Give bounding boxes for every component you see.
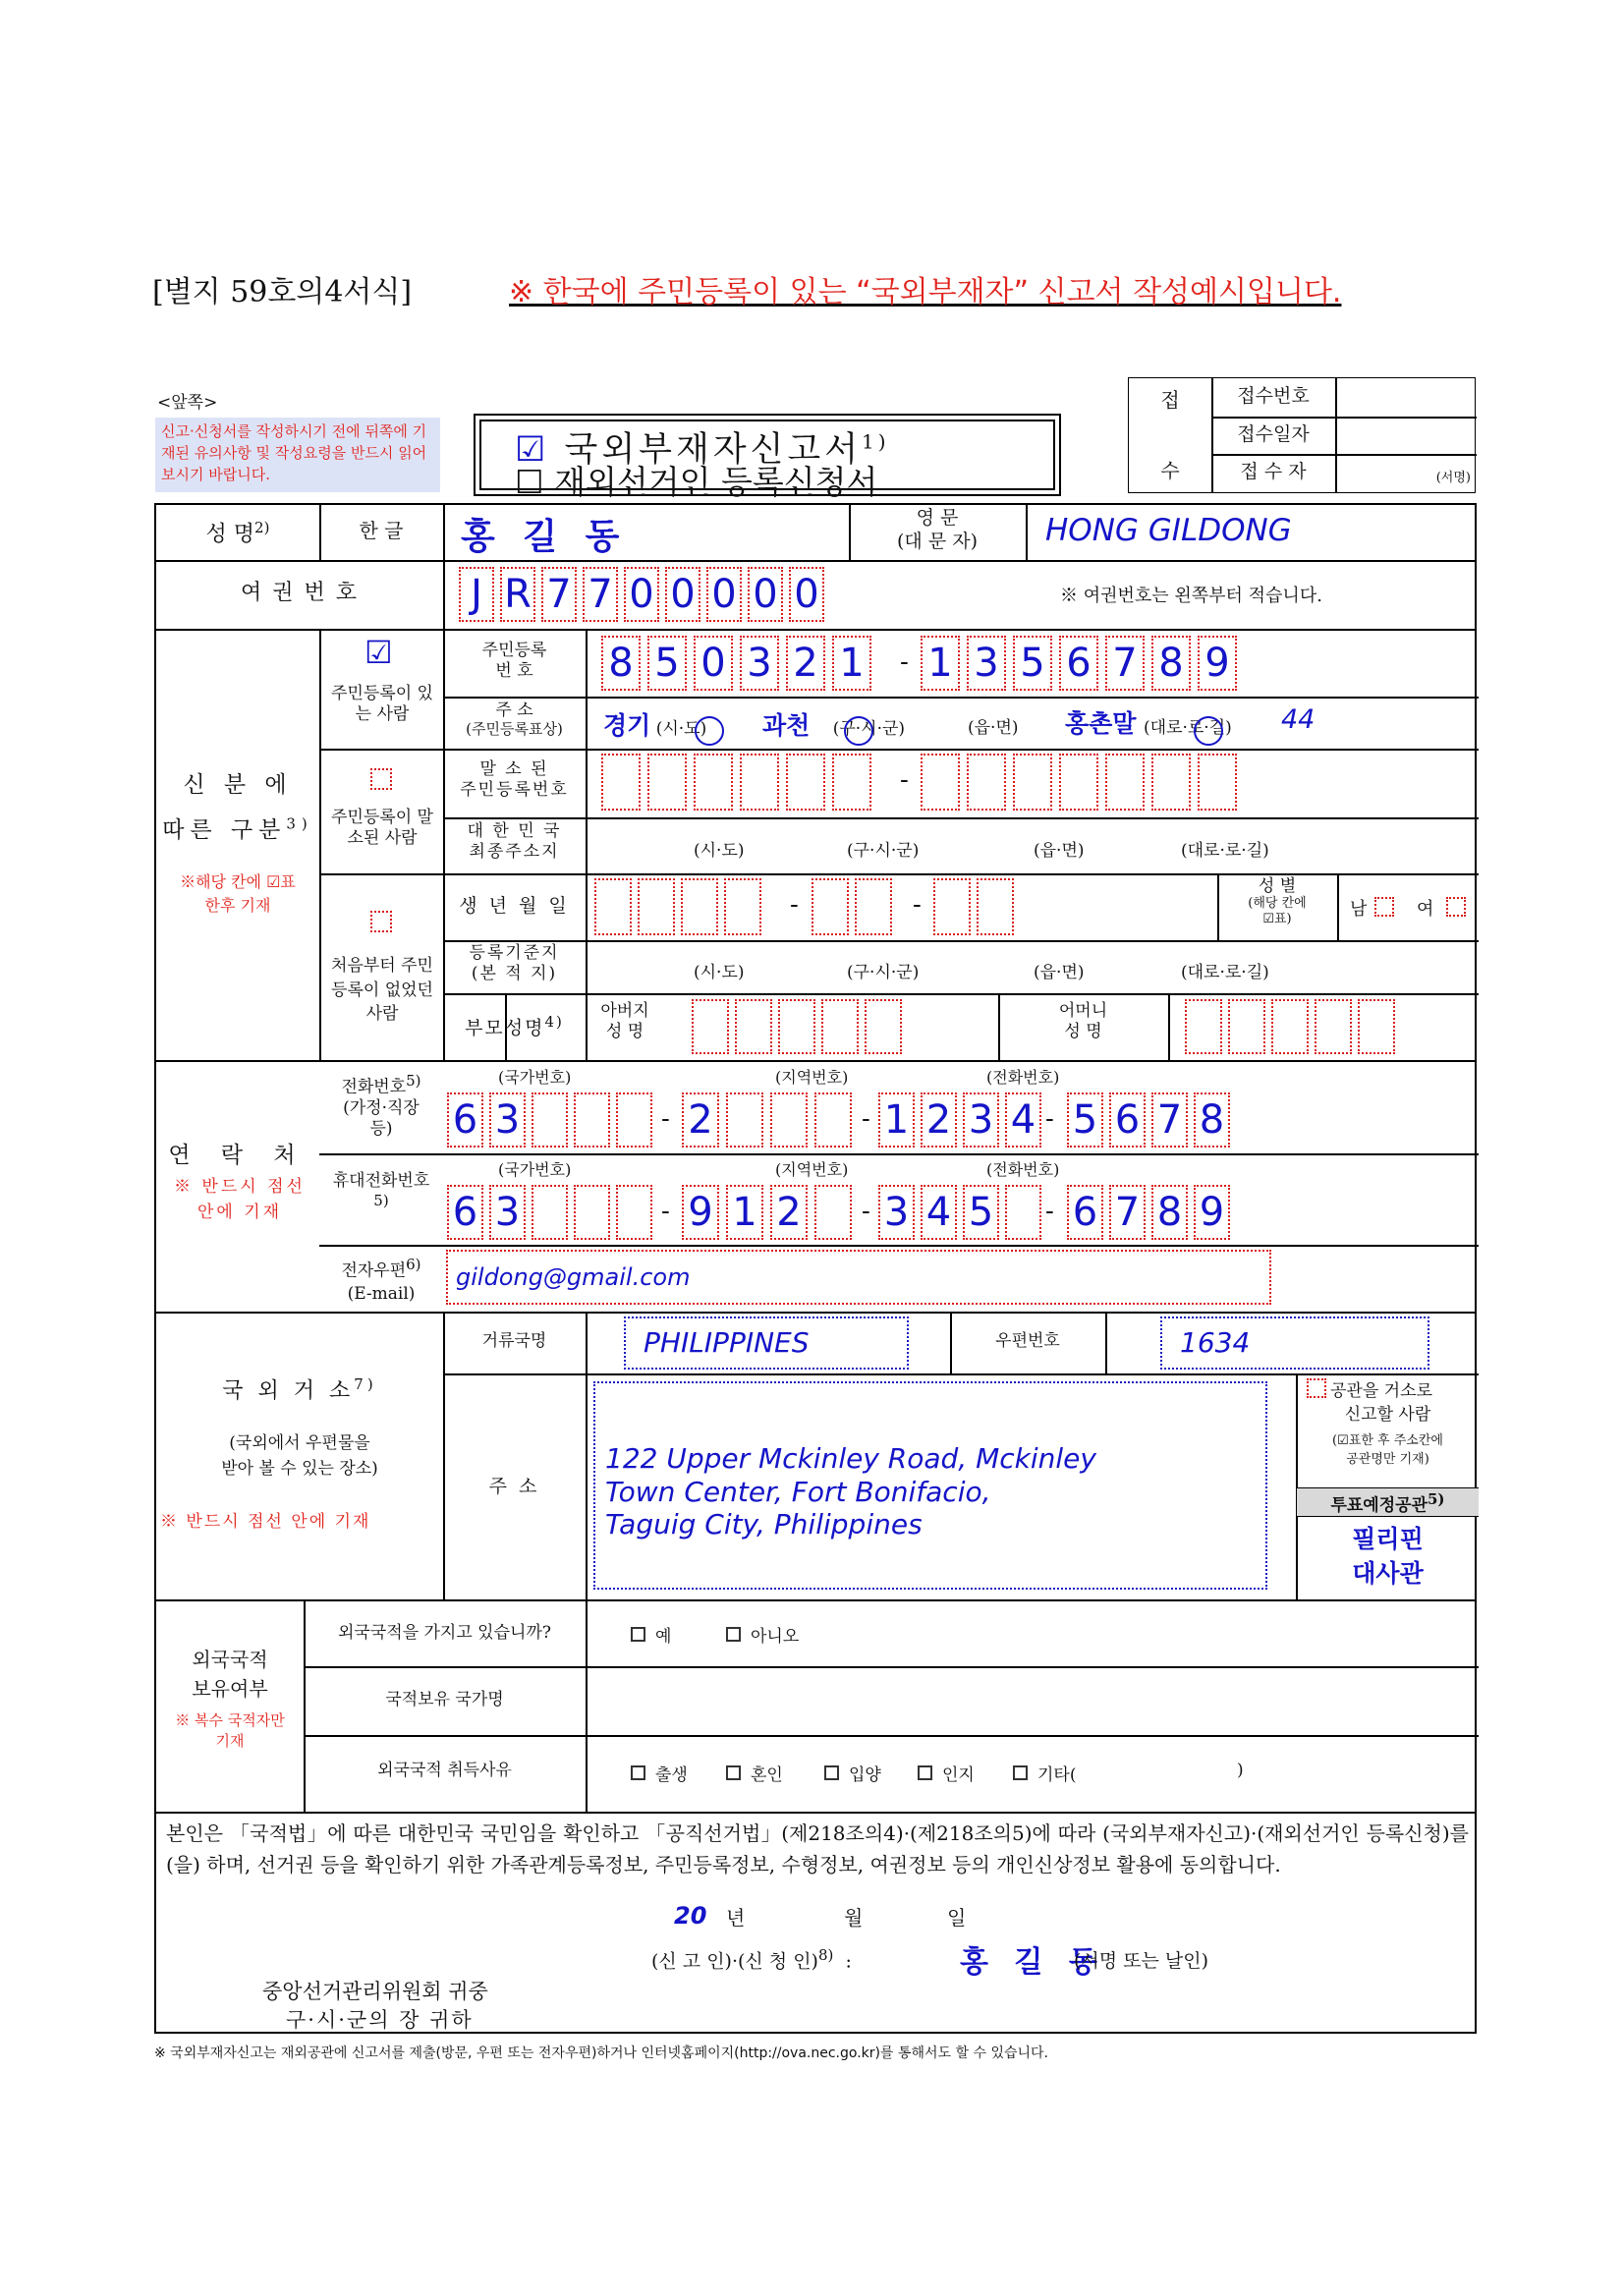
father-name-box[interactable]: [735, 999, 772, 1054]
mobile-country-box[interactable]: [532, 1185, 568, 1240]
email-label: 전자우편$^{6)}$ (E-mail): [341, 1256, 421, 1304]
phone-area-box[interactable]: [726, 1092, 763, 1148]
phone-last-box[interactable]: 8: [1194, 1092, 1230, 1148]
cancelled-rrn-front-box[interactable]: [647, 754, 687, 811]
father-name-box[interactable]: [692, 999, 729, 1054]
overseas-address-label: 주 소: [488, 1476, 540, 1497]
email-input[interactable]: [446, 1250, 1271, 1305]
consulate-option-2: 신고할 사람: [1344, 1405, 1431, 1425]
zip-input[interactable]: [1160, 1316, 1429, 1370]
nationality-q1: 외국국적을 가지고 있습니까?: [338, 1623, 551, 1643]
phone-last-box[interactable]: 7: [1151, 1092, 1188, 1148]
mobile-area-box[interactable]: [814, 1185, 852, 1240]
passport-char-box[interactable]: 0: [624, 567, 659, 622]
phone-header-area: (지역번호): [775, 1068, 849, 1087]
instruction-text: 신고·신청서를 작성하시기 전에 뒤쪽에 기재된 유의사항 및 작성요령을 반드시 읽어보시기 바랍니다.: [161, 422, 427, 483]
title-sup: 1): [862, 429, 890, 454]
passport-char-box[interactable]: 7: [541, 567, 577, 622]
reason-checkbox[interactable]: [918, 1765, 932, 1780]
reason-checkbox[interactable]: [726, 1765, 741, 1780]
cancelled-rrn-back-box[interactable]: [967, 754, 1006, 811]
overseas-sub: (국외에서 우편물을 받아 볼 수 있는 장소): [221, 1433, 378, 1479]
mobile-country-box[interactable]: [574, 1185, 610, 1240]
email-value: gildong@gmail.com: [456, 1263, 691, 1291]
consulate-option-checkbox[interactable]: [1307, 1378, 1326, 1398]
last-addr-unit-3: (읍·면): [1034, 841, 1085, 861]
signer-value[interactable]: 홍 길 동: [960, 1945, 1105, 1980]
mobile-area-box[interactable]: 2: [770, 1185, 808, 1240]
rrn-front-box[interactable]: 5: [647, 636, 687, 691]
mobile-country-box[interactable]: 6: [447, 1185, 483, 1240]
rrn-front-box[interactable]: 2: [786, 636, 825, 691]
father-name-box[interactable]: [865, 999, 902, 1054]
reason-label: 혼인: [751, 1765, 783, 1785]
phone-area-box[interactable]: [770, 1092, 808, 1148]
phone-dash-1: -: [661, 1104, 670, 1134]
phone-area-box[interactable]: 2: [682, 1092, 719, 1148]
day-label: 일: [947, 1906, 967, 1930]
reason-label: 인지: [942, 1765, 975, 1785]
rrn-front-box[interactable]: 0: [694, 636, 733, 691]
phone-country-box[interactable]: 6: [447, 1092, 483, 1148]
mobile-country-box[interactable]: [616, 1185, 652, 1240]
contact-label: 연 락 처: [168, 1143, 308, 1168]
birth-year-box[interactable]: [724, 878, 761, 935]
overseas-note: ※ 반드시 점선 안에 기재: [160, 1512, 371, 1532]
phone-label: 전화번호$^{5)}$ (가정·직장 등): [341, 1072, 421, 1140]
mobile-header-country: (국가번호): [498, 1160, 572, 1179]
rrn-front-box[interactable]: 8: [601, 636, 641, 691]
phone-dash-3: -: [1045, 1104, 1054, 1134]
province-circle-mark: [695, 716, 724, 746]
page-side-label: <앞쪽>: [157, 393, 218, 413]
sign-hint: (서명 또는 날인): [1074, 1950, 1209, 1972]
mobile-last-box[interactable]: 6: [1067, 1185, 1103, 1240]
reason-label: 기타(: [1037, 1765, 1077, 1785]
mobile-last-box[interactable]: 7: [1109, 1185, 1146, 1240]
phone-country-box[interactable]: [616, 1092, 652, 1148]
address-city-value[interactable]: 과천: [762, 711, 811, 740]
mobile-last-box[interactable]: 8: [1151, 1185, 1188, 1240]
name-label: 성 명$^{2)}$: [205, 519, 270, 547]
phone-area-box[interactable]: [814, 1092, 852, 1148]
phone-country-box[interactable]: 3: [489, 1092, 526, 1148]
rrn-back-box[interactable]: 5: [1013, 636, 1052, 691]
phone-country-box[interactable]: [532, 1092, 568, 1148]
rrn-back-box[interactable]: 3: [967, 636, 1006, 691]
reason-label: 입양: [849, 1765, 881, 1785]
phone-first-box[interactable]: 1: [878, 1092, 915, 1148]
mobile-dash-3: -: [1045, 1197, 1054, 1226]
birth-year-box[interactable]: [681, 878, 718, 935]
reason-checkbox[interactable]: [1013, 1765, 1028, 1780]
cancelled-rrn-back-box[interactable]: [1151, 754, 1191, 811]
parents-label: 부모성명$^{4)}$: [465, 1013, 564, 1039]
passport-char-box[interactable]: 0: [706, 567, 742, 622]
phone-country-box[interactable]: [574, 1092, 610, 1148]
overseas-address-input[interactable]: [593, 1381, 1267, 1590]
phone-dash-2: -: [862, 1104, 870, 1134]
nationality-label: 외국국적 보유여부: [192, 1648, 268, 1701]
cancelled-rrn-label: 말 소 된 주민등록번호: [460, 759, 569, 801]
mobile-last-box[interactable]: 9: [1194, 1185, 1230, 1240]
passport-char-box[interactable]: 0: [789, 567, 824, 622]
year-label: 년: [726, 1906, 746, 1930]
overseas-address-value: 122 Upper Mckinley Road, Mckinley Town Center, Fort Bonifacio, Taguig City, Philippines: [605, 1442, 1096, 1541]
mother-name-box[interactable]: [1358, 999, 1395, 1054]
overseas-label: 국 외 거 소$^{7)}$: [222, 1375, 377, 1404]
vote-consulate-value[interactable]: 필리핀 대사관: [1352, 1525, 1424, 1588]
check-icon: ☑: [515, 430, 550, 470]
female-checkbox[interactable]: [1446, 897, 1466, 917]
country-value: PHILIPPINES: [644, 1326, 810, 1359]
father-label: 아버지 성 명: [600, 1001, 649, 1042]
father-name-box[interactable]: [778, 999, 815, 1054]
title-option1-text: 국외부재자신고서: [564, 430, 863, 470]
signer-label: (신 고 인)·(신 청 인)$^{8)}$ :: [651, 1946, 852, 1973]
mobile-label: 휴대전화번호 5): [332, 1171, 430, 1210]
male-checkbox[interactable]: [1374, 897, 1394, 917]
mobile-dash-1: -: [661, 1197, 670, 1226]
no-label: 아니오: [751, 1627, 800, 1647]
rrn-back-box[interactable]: 6: [1059, 636, 1098, 691]
mobile-first-box[interactable]: [1005, 1185, 1041, 1240]
sample-notice: ※ 한국에 주민등록이 있는 “국외부재자” 신고서 작성예시입니다.: [509, 275, 1342, 309]
phone-first-box[interactable]: 4: [1005, 1092, 1041, 1148]
rrn-front-box[interactable]: 1: [832, 636, 871, 691]
base-unit-1: (시·도): [694, 963, 745, 982]
address-road-value[interactable]: 홍촌말: [1065, 709, 1137, 738]
mobile-first-box[interactable]: 4: [921, 1185, 957, 1240]
female-label: 여: [1417, 899, 1434, 920]
last-addr-unit-2: (구·시·군): [847, 841, 920, 861]
cancelled-rrn-back-box[interactable]: [1013, 754, 1052, 811]
receipt-person-label: 접 수 자: [1240, 461, 1307, 482]
base-unit-4: (대로·로·길): [1181, 963, 1269, 982]
road-circle-mark: [1194, 716, 1223, 746]
cancelled-rrn-front-box[interactable]: [786, 754, 825, 811]
receipt-number-label: 접수번호: [1237, 385, 1310, 407]
passport-char-box[interactable]: R: [500, 567, 535, 622]
contact-note: ※ 반드시 점선 안에 기재: [174, 1177, 306, 1222]
country-label: 거류국명: [481, 1331, 547, 1351]
cancelled-rrn-front-box[interactable]: [740, 754, 779, 811]
name-english-value[interactable]: HONG GILDONG: [1045, 513, 1292, 548]
mother-name-box[interactable]: [1185, 999, 1222, 1054]
birth-dash-2: -: [913, 890, 922, 920]
city-unit: (구·시·군): [832, 719, 906, 739]
consulate-option-note: (☑표한 후 주소칸에 공관명만 기재): [1332, 1433, 1443, 1467]
cancelled-label: 주민등록이 말소된 사람: [331, 808, 433, 849]
month-label: 월: [844, 1906, 864, 1930]
mother-name-box[interactable]: [1228, 999, 1265, 1054]
mobile-header-area: (지역번호): [775, 1160, 849, 1179]
mobile-area-box[interactable]: 9: [682, 1185, 719, 1240]
cancelled-rrn-front-box[interactable]: [601, 754, 641, 811]
mobile-first-box[interactable]: 3: [878, 1185, 915, 1240]
recipient-line-1: 중앙선거관리위원회 귀중: [262, 1980, 488, 2003]
registered-checkbox-checked[interactable]: ☑: [364, 634, 393, 671]
receipt-table: [1128, 377, 1476, 493]
empty-checkbox-icon: ☐: [515, 463, 544, 501]
mobile-dash-2: -: [862, 1197, 870, 1226]
birth-day-box[interactable]: [977, 878, 1014, 935]
sex-label: 성 별 (해당 칸에 ☑표): [1248, 876, 1307, 926]
passport-char-box[interactable]: J: [459, 567, 494, 622]
zip-label: 우편번호: [995, 1331, 1060, 1351]
birth-label: 생 년 월 일: [459, 895, 570, 917]
address-number-value[interactable]: 44: [1281, 704, 1316, 735]
never-registered-label: 처음부터 주민등록이 없었던 사람: [331, 956, 433, 1025]
form-number: [별지 59호의4서식]: [152, 275, 413, 309]
birth-month-box[interactable]: [855, 878, 892, 935]
zip-value: 1634: [1180, 1326, 1251, 1359]
mother-label: 어머니 성 명: [1058, 1001, 1108, 1042]
receipt-signature: (서명): [1435, 471, 1471, 485]
cancelled-rrn-front-box[interactable]: [694, 754, 733, 811]
country-input[interactable]: [624, 1316, 909, 1370]
rrn-back-box[interactable]: 9: [1198, 636, 1237, 691]
phone-header-number: (전화번호): [986, 1068, 1060, 1087]
base-unit-3: (읍·면): [1034, 963, 1085, 982]
cancelled-rrn-back-box[interactable]: [921, 754, 960, 811]
reason-checkbox[interactable]: [631, 1765, 645, 1780]
mobile-header-number: (전화번호): [986, 1160, 1060, 1179]
phone-header-country: (국가번호): [498, 1068, 572, 1087]
last-addr-unit-4: (대로·로·길): [1181, 841, 1269, 861]
address-province-value[interactable]: 경기: [603, 711, 651, 740]
road-unit: (대로·로·길): [1144, 718, 1232, 738]
cancelled-rrn-dash: -: [900, 765, 909, 795]
rrn-back-box[interactable]: 1: [921, 636, 960, 691]
nationality-q2: 국적보유 국가명: [385, 1690, 504, 1709]
birth-year-box[interactable]: [638, 878, 675, 935]
reason-close-paren: ): [1237, 1761, 1244, 1780]
phone-last-box[interactable]: 5: [1067, 1092, 1103, 1148]
cancelled-rrn-front-box[interactable]: [832, 754, 871, 811]
identity-label: 신 분 에 따른 구분$^{3)}$: [162, 772, 313, 843]
passport-char-box[interactable]: 0: [665, 567, 700, 622]
reason-checkbox[interactable]: [824, 1765, 839, 1780]
rrn-front-box[interactable]: 3: [740, 636, 779, 691]
year-value[interactable]: 20: [674, 1902, 707, 1930]
city-circle-mark: [844, 716, 873, 746]
address-label: 주 소 (주민등록표상): [466, 700, 563, 739]
title-option2-text: 재외선거인 등록신청서: [554, 463, 878, 501]
reason-label: 출생: [655, 1765, 688, 1785]
consulate-option-1: 공관을 거소로: [1330, 1381, 1432, 1401]
nationality-note: ※ 복수 국적자만 기재: [175, 1711, 285, 1750]
cancelled-checkbox[interactable]: [370, 768, 392, 790]
address-row: [603, 706, 706, 742]
phone-first-box[interactable]: 3: [963, 1092, 999, 1148]
province-unit: (시·도): [655, 719, 707, 739]
mobile-country-box[interactable]: 3: [489, 1185, 526, 1240]
passport-char-box[interactable]: 0: [748, 567, 783, 622]
title-box: [474, 414, 1061, 501]
passport-note: ※ 여권번호는 왼쪽부터 적습니다.: [1060, 586, 1322, 606]
mobile-first-box[interactable]: 5: [963, 1185, 999, 1240]
birth-month-box[interactable]: [812, 878, 849, 935]
rrn-label: 주민등록 번 호: [481, 641, 547, 682]
recipient-line-2: 구·시·군의 장 귀하: [286, 2008, 474, 2032]
town-unit: (읍·면): [968, 718, 1019, 738]
identity-note: ※해당 칸에 ☑표 한후 기재: [180, 872, 296, 915]
rrn-dash: -: [900, 647, 909, 677]
rrn-back-box[interactable]: 8: [1151, 636, 1191, 691]
address-city: [762, 706, 905, 742]
birth-day-box[interactable]: [933, 878, 971, 935]
rrn-back-box[interactable]: 7: [1105, 636, 1145, 691]
male-label: 남: [1350, 899, 1368, 920]
mother-name-box[interactable]: [1271, 999, 1309, 1054]
mobile-area-box[interactable]: 1: [726, 1185, 763, 1240]
title-option-overseas: [515, 457, 877, 503]
vote-consulate-label: 투표예정공관$^{5)}$: [1330, 1490, 1445, 1516]
passport-label: 여 권 번 호: [241, 581, 359, 605]
cancelled-rrn-back-box[interactable]: [1059, 754, 1098, 811]
no-checkbox[interactable]: [726, 1627, 741, 1642]
receipt-label-top: 접: [1160, 388, 1180, 412]
yes-checkbox[interactable]: [631, 1627, 645, 1642]
base-place-label: 등록기준지 (본 적 지): [469, 943, 560, 984]
birth-dash-1: -: [790, 890, 799, 920]
receipt-label-bottom: 수: [1160, 459, 1180, 482]
nationality-q3: 외국국적 취득사유: [377, 1761, 512, 1780]
base-unit-2: (구·시·군): [847, 963, 920, 982]
cancelled-rrn-back-box[interactable]: [1198, 754, 1237, 811]
phone-last-box[interactable]: 6: [1109, 1092, 1146, 1148]
declaration-text: 본인은 「국적법」에 따른 대한민국 국민임을 확인하고 「공직선거법」(제218조의4)·(제218조의5)에 따라 (국외부재자신고)·(재외선거인 등록신청)를(을) 하며, 선거권 등을 확인하기 위한 가족관계등록정보, 주민등록정보, 수형정보, 여권정보 등의 개인신상정보 활용에 동의합니다.: [166, 1821, 1469, 1876]
cancelled-rrn-back-box[interactable]: [1105, 754, 1145, 811]
never-registered-checkbox[interactable]: [370, 911, 392, 932]
main-form-table: [154, 503, 1477, 2034]
birth-year-box[interactable]: [594, 878, 632, 935]
registered-label: 주민등록이 있는 사람: [331, 684, 433, 725]
yes-label: 예: [655, 1627, 672, 1647]
last-addr-unit-1: (시·도): [694, 841, 745, 861]
mother-name-box[interactable]: [1315, 999, 1352, 1054]
footer-note: ※ 국외부재자신고는 재외공관에 신고서를 제출(방문, 우편 또는 전자우편)하거나 인터넷홈페이지(http://ova.nec.go.kr)를 통해서도 할 수 있습니다.: [154, 2045, 1048, 2061]
passport-char-box[interactable]: 7: [583, 567, 618, 622]
receipt-date-label: 접수일자: [1237, 423, 1310, 445]
instruction-note: [155, 418, 440, 492]
last-address-label: 대 한 민 국 최종주소지: [467, 821, 562, 863]
name-korean-value[interactable]: 홍 길 동: [461, 517, 628, 557]
phone-first-box[interactable]: 2: [921, 1092, 957, 1148]
name-korean-label: 한 글: [359, 519, 404, 542]
name-english-label: 영 문 (대 문 자): [897, 507, 978, 552]
father-name-box[interactable]: [821, 999, 859, 1054]
